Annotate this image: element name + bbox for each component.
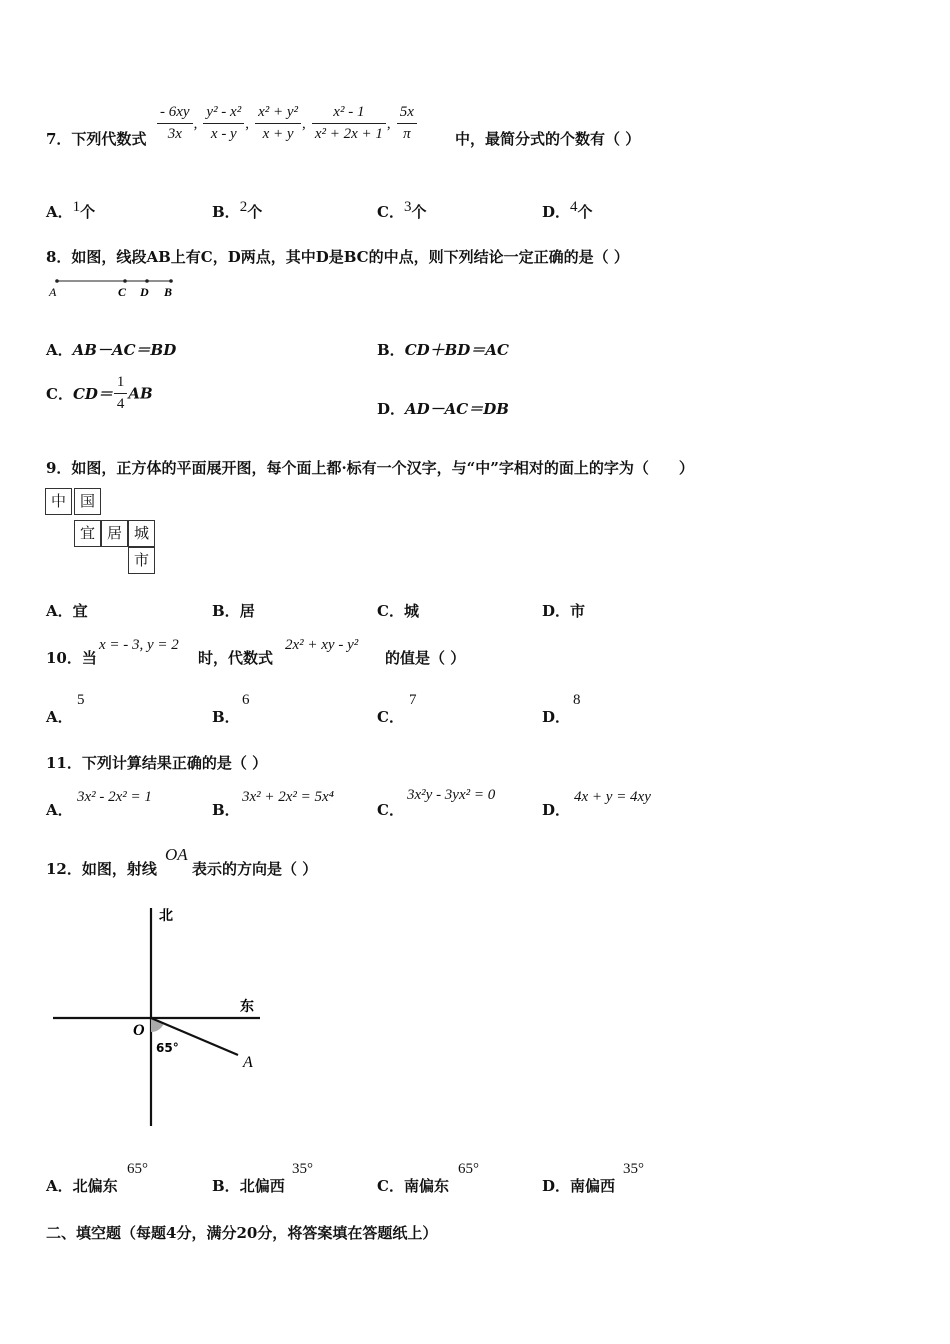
q7-prefix: 7．下列代数式 xyxy=(46,130,147,148)
q9-option-c[interactable]: C．城 xyxy=(377,602,419,620)
north-label: 北 xyxy=(159,908,173,924)
q9-option-a[interactable]: A．宜 xyxy=(46,602,88,620)
origin-label: O xyxy=(133,1022,145,1039)
q11-option-d-expr: 4x + y = 4xy xyxy=(574,789,651,805)
q12-option-b[interactable]: B．北偏西 xyxy=(212,1177,285,1195)
q10-prefix: 10．当 xyxy=(46,649,97,667)
q10-mid: 时，代数式 xyxy=(198,649,274,667)
point-c-dot xyxy=(123,279,127,283)
q11-option-c[interactable]: C． xyxy=(377,801,404,819)
q11-option-a[interactable]: A． xyxy=(46,801,73,819)
q11-option-d[interactable]: D． xyxy=(542,801,571,819)
q7-fractions: $\frac{- 6xy}{3x}$ , $\frac{\text{y² - x²}}{x - y}$ , $\frac{\text{x² + y²}}{x + y}$ , $\frac{\text{x² - 1}}{\text{x² + 2x + 1}}$ , $\frac{5x}{\pi}$ xyxy=(156,104,418,154)
q12-direction-figure xyxy=(50,900,270,1135)
q10-option-b-value: 6 xyxy=(242,692,250,708)
point-b-label: B xyxy=(164,285,173,299)
q7-suffix: 中，最简分式的个数有（ ） xyxy=(455,130,641,148)
q10-option-a-value: 5 xyxy=(77,692,85,708)
q9-option-d[interactable]: D．市 xyxy=(542,602,586,620)
q7-fraction-4: $\frac{\text{x² - 1}}{\text{x² + 2x + 1}}$ xyxy=(312,104,386,143)
q9-stem: 9．如图，正方体的平面展开图，每个面上都·标有一个汉字，与“中”字相对的面上的字为（ ） xyxy=(46,459,694,477)
section-2-title: 二、填空题（每题4分，满分20分，将答案填在答题纸上） xyxy=(46,1224,438,1242)
q10-expression: 2x² + xy - y² xyxy=(285,637,359,653)
q7-fraction-5: $\frac{5x}{\pi}$ xyxy=(397,104,417,143)
q11-option-c-expr: 3x²y - 3yx² = 0 xyxy=(407,787,496,803)
q7-option-c[interactable]: C．$^3$个 xyxy=(377,199,427,221)
q12-option-a[interactable]: A．北偏东 xyxy=(46,1177,118,1195)
q8-option-c[interactable]: C．CD＝ $\frac{1}{4}$ AB xyxy=(46,374,153,412)
q10-option-d[interactable]: D． xyxy=(542,708,571,726)
q11-option-a-expr: 3x² - 2x² = 1 xyxy=(77,789,152,805)
q12-option-d[interactable]: D．南偏西 xyxy=(542,1177,616,1195)
q8-option-a[interactable]: A．AB－AC＝BD xyxy=(46,341,177,359)
net-cell-ju: 居 xyxy=(101,520,128,547)
point-b-dot xyxy=(169,279,173,283)
cube-net-figure xyxy=(45,488,159,580)
q7-fraction-1: $\frac{- 6xy}{3x}$ xyxy=(157,104,193,143)
point-c-label: C xyxy=(118,285,127,299)
q8-option-d[interactable]: D．AD－AC＝DB xyxy=(377,400,509,418)
point-d-dot xyxy=(145,279,149,283)
q12-option-c[interactable]: C．南偏东 xyxy=(377,1177,449,1195)
q11-option-b[interactable]: B． xyxy=(212,801,240,819)
angle-label: 65° xyxy=(156,1041,179,1055)
point-a-label: A xyxy=(243,1054,253,1071)
point-a-dot xyxy=(55,279,59,283)
q12-option-b-angle: 35° xyxy=(292,1161,313,1177)
q11-stem: 11．下列计算结果正确的是（ ） xyxy=(46,754,268,772)
q10-option-c[interactable]: C． xyxy=(377,708,404,726)
q12-option-c-angle: 65° xyxy=(458,1161,479,1177)
q7-stem xyxy=(46,128,146,149)
q10-option-a[interactable]: A． xyxy=(46,708,73,726)
q12-option-a-angle: 65° xyxy=(127,1161,148,1177)
q12-prefix: 12．如图，射线 xyxy=(46,860,157,878)
point-a-label: A xyxy=(49,285,57,299)
q7-option-b[interactable]: B．$^2$个 xyxy=(212,199,263,221)
q7-fraction-3: $\frac{\text{x² + y²}}{x + y}$ xyxy=(255,104,301,143)
q7-fraction-2: $\frac{\text{y² - x²}}{x - y}$ xyxy=(203,104,244,143)
q10-condition: x = - 3, y = 2 xyxy=(99,637,179,653)
q9-option-b[interactable]: B．居 xyxy=(212,602,255,620)
point-d-label: D xyxy=(140,285,149,299)
q10-suffix: 的值是（ ） xyxy=(385,649,466,667)
q7-option-a[interactable]: A．$^1$个 xyxy=(46,199,96,221)
q10-option-d-value: 8 xyxy=(573,692,581,708)
q8-option-b[interactable]: B．CD＋BD＝AC xyxy=(377,341,509,359)
q10-option-c-value: 7 xyxy=(409,692,417,708)
q12-suffix: 表示的方向是（ ） xyxy=(192,860,318,878)
net-cell-yi: 宜 xyxy=(74,520,101,547)
q11-option-b-expr: 3x² + 2x² = 5x⁴ xyxy=(242,789,334,805)
q12-option-d-angle: 35° xyxy=(623,1161,644,1177)
q10-option-b[interactable]: B． xyxy=(212,708,240,726)
q12-ray-label: OA xyxy=(165,845,188,864)
q7-option-d[interactable]: D．$^4$个 xyxy=(542,199,593,221)
q8-stem: 8．如图，线段AB上有C，D两点，其中D是BC的中点，则下列结论一定正确的是（ ） xyxy=(46,248,629,266)
east-label: 东 xyxy=(240,999,254,1015)
q8-segment-figure xyxy=(45,274,185,300)
net-cell-shi: 市 xyxy=(128,547,155,574)
net-cell-zhong: 中 xyxy=(45,488,72,515)
net-cell-cheng: 城 xyxy=(128,520,155,547)
net-cell-guo: 国 xyxy=(74,488,101,515)
